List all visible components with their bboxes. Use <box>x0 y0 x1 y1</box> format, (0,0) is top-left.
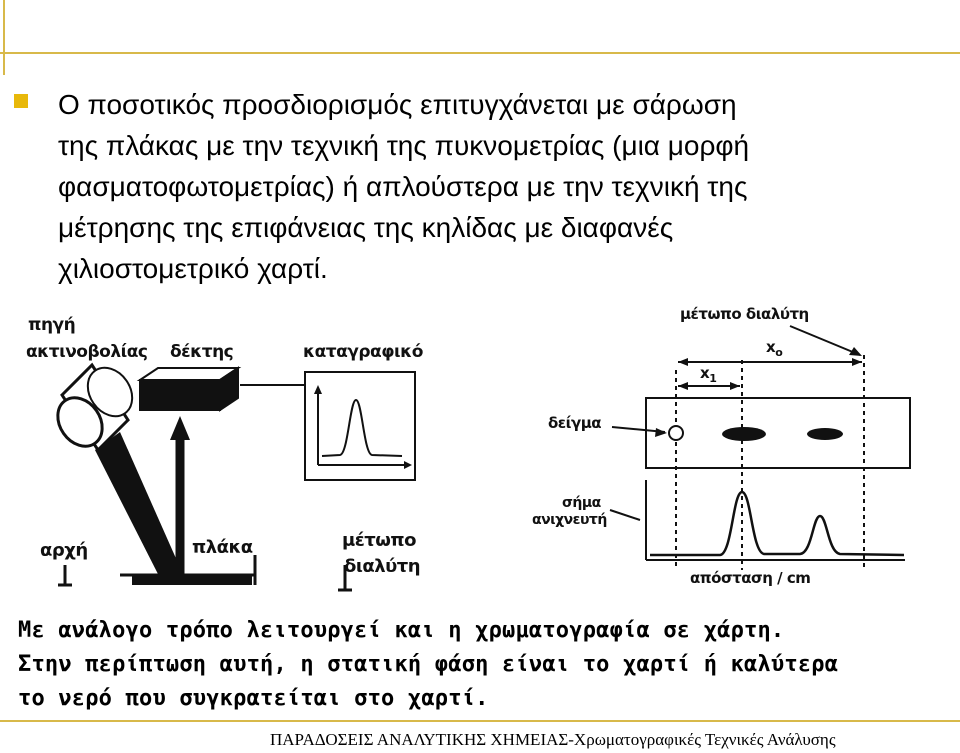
footer-title: ΠΑΡΑΔΟΣΕΙΣ ΑΝΑΛΥΤΙΚΗΣ ΧΗΜΕΙΑΣ-Χρωματογραφικές Τεχνικές Ανάλυσης <box>270 730 836 749</box>
detector-box <box>140 368 238 410</box>
x1-subscript: 1 <box>709 372 717 385</box>
recorder-label: καταγραφικό <box>303 342 423 362</box>
x1-symbol: x <box>700 364 710 382</box>
solvent-front-label: μέτωπο <box>342 530 417 551</box>
x0-label <box>766 338 782 359</box>
detector-signal-label: ανιχνευτή <box>532 512 607 528</box>
source-beam <box>95 432 182 578</box>
intro-line: μέτρησης της επιφάνειας της κηλίδας με διαφανές <box>58 212 674 243</box>
solvent-front-label: μέτωπο διαλύτη <box>680 305 809 323</box>
plate-strip <box>646 398 910 468</box>
x1-label <box>700 364 716 385</box>
radiation-source-lamp <box>49 359 142 455</box>
radiation-source-label: ακτινοβολίας <box>26 342 148 362</box>
x0-symbol: x <box>766 338 776 356</box>
x0-subscript: o <box>775 346 783 359</box>
radiation-source-label: πηγή <box>28 315 76 335</box>
bottom-line: το νερό που συγκρατείται στο χαρτί. <box>18 686 489 711</box>
plate-label: πλάκα <box>192 537 253 558</box>
solvent-front-label: διαλύτη <box>344 556 421 577</box>
reflected-beam-arrowhead <box>170 416 190 440</box>
intro-line: Ο ποσοτικός προσδιορισμός επιτυγχάνεται με σάρωση <box>58 89 737 120</box>
bottom-line: Με ανάλογο τρόπο λειτουργεί και η χρωματογραφία σε χάρτη. <box>18 618 785 643</box>
intro-line: της πλάκας με την τεχνική της πυκνομετρίας (μια μορφή <box>58 130 750 161</box>
origin-label: αρχή <box>40 540 88 561</box>
sample-origin-spot <box>669 426 683 440</box>
spot-1 <box>722 427 766 441</box>
detector-label: δέκτης <box>170 342 234 362</box>
chromatogram-diagram <box>610 326 910 570</box>
detector-signal-trace <box>650 492 904 555</box>
spot-2 <box>807 428 843 440</box>
detector-signal-label: σήμα <box>562 495 601 511</box>
sample-label: δείγμα <box>548 414 602 432</box>
bottom-line: Στην περίπτωση αυτή, η στατική φάση είναι το χαρτί ή καλύτερα <box>18 652 839 677</box>
distance-axis-label: απόσταση / cm <box>690 569 811 587</box>
intro-line: φασματοφωτομετρίας) ή απλούστερα με την τεχνική της <box>58 171 748 202</box>
recorder-box <box>305 372 415 480</box>
intro-line: χιλιοστομετρικό χαρτί. <box>58 253 328 284</box>
